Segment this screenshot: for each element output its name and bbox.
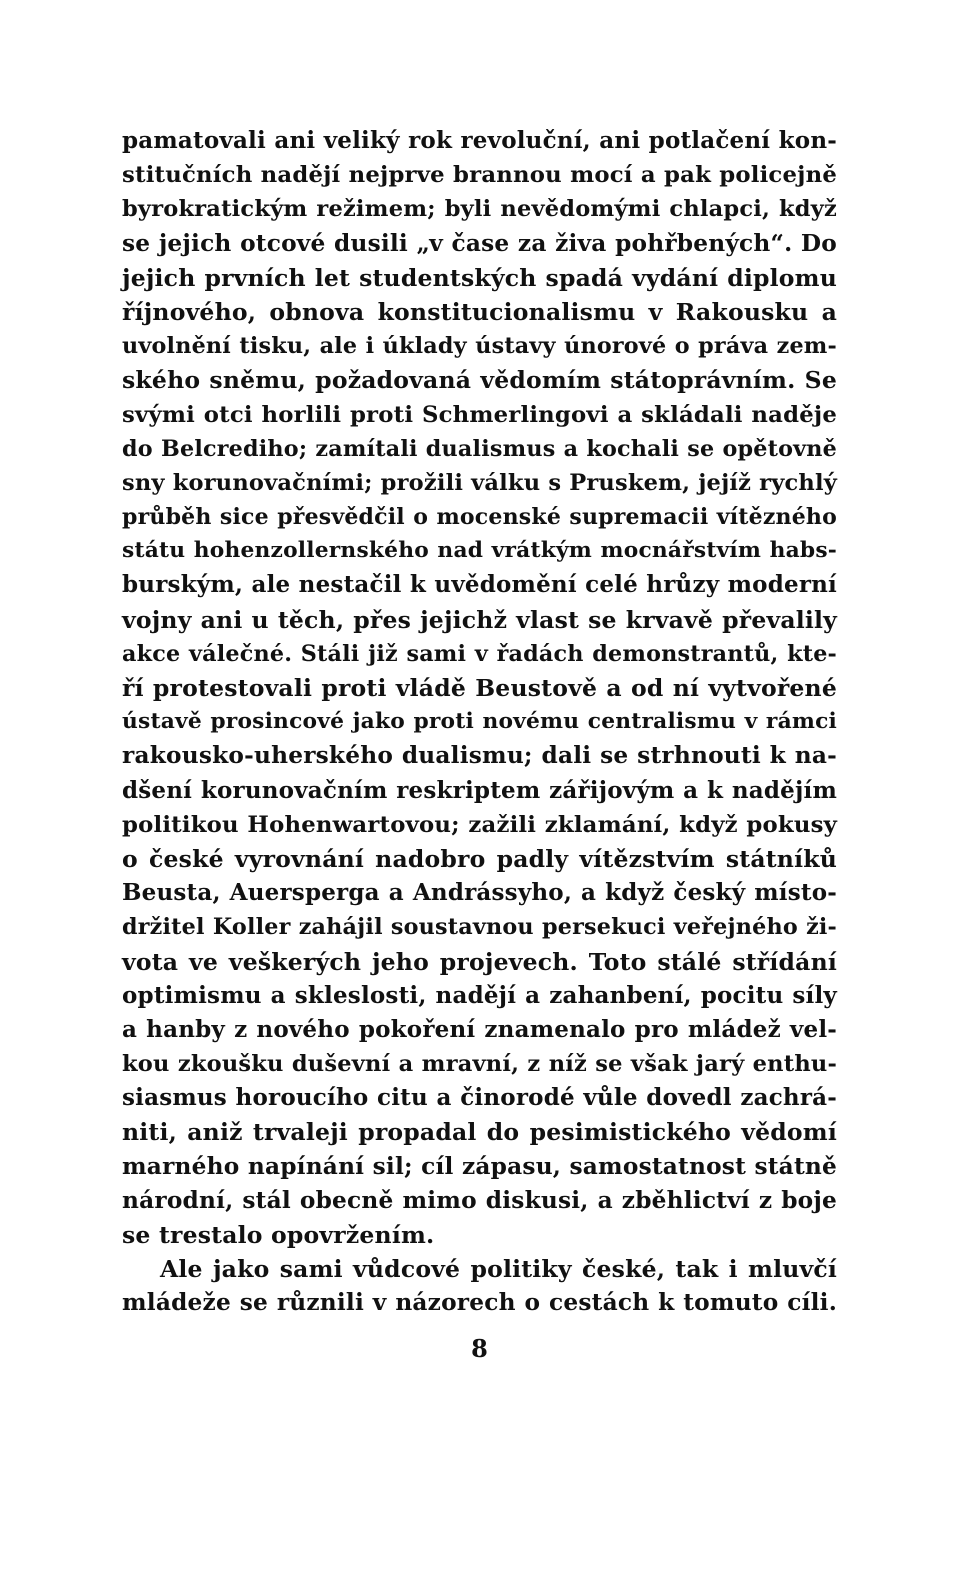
text-line: marného napínání sil; cíl zápasu, samostatnost státně (122, 1152, 837, 1180)
text-line: uvolnění tisku, ale i úklady ústavy únorové o práva zem- (122, 333, 837, 360)
text-line: se jejich otcové dusili „v čase za živa pohřbených“. Do (122, 229, 837, 257)
text-line: stitučních nadějí nejprve brannou mocí a pak policejně (122, 162, 837, 189)
text-line: siasmus horoucího citu a činorodé vůle dovedl zachrá- (122, 1084, 837, 1112)
text-line: Ale jako sami vůdcové politiky české, tak i mluvčí (160, 1255, 837, 1284)
text-line: národní, stál obecně mimo diskusi, a zběhlictví z boje (122, 1186, 837, 1214)
text-line: a hanby z nového pokoření znamenalo pro mládež vel- (122, 1015, 837, 1043)
text-line: optimismu a skleslosti, nadějí a zahanbení, pocitu síly (122, 981, 837, 1009)
paragraph-2 (122, 1252, 837, 1320)
page-number: 8 (471, 1334, 488, 1363)
text-line: mládeže se různili v názorech o cestách k tomuto cíli. (122, 1289, 837, 1317)
text-line: ského sněmu, požadovaná vědomím státoprávním. Se (122, 366, 837, 395)
text-line: burským, ale nestačil k uvědomění celé hrůzy moderní (122, 571, 837, 599)
text-line: kou zkoušku duševní a mravní, z níž se však jarý enthu- (122, 1051, 837, 1078)
text-line: průběh sice přesvědčil o mocenské supremacii vítězného (122, 504, 837, 531)
text-line: držitel Koller zahájil soustavnou persekuci veřejného ži- (122, 914, 837, 941)
text-line: ří protestovali proti vládě Beustově a od ní vytvořené (122, 674, 837, 702)
text-line: do Belcrediho; zamítali dualismus a kochali se opětovně (122, 435, 837, 462)
text-line: vota ve veškerých jeho projevech. Toto stálé střídání (122, 947, 837, 976)
text-line: jejich prvních let studentských spadá vydání diplomu (122, 263, 837, 292)
text-line: říjnového, obnova konstitucionalismu v Rakousku a (122, 297, 837, 326)
text-line: státu hohenzollernského nad vrátkým mocnářstvím habs- (122, 538, 837, 564)
text-line: pamatovali ani veliký rok revoluční, ani potlačení kon- (122, 127, 837, 154)
text-line: Beusta, Auersperga a Andrássyho, a když český místo- (122, 879, 837, 907)
book-page-text (122, 124, 837, 1321)
paragraph-1 (122, 124, 837, 1252)
text-line: politikou Hohenwartovou; zažili zklamání, když pokusy (122, 811, 837, 838)
text-line: vojny ani u těch, přes jejichž vlast se krvavě převalily (122, 605, 837, 634)
text-line: svými otci horlili proti Schmerlingovi a skládali naděje (122, 401, 837, 428)
text-line: byrokratickým režimem; byli nevědomými chlapci, když (122, 196, 837, 223)
text-line: se trestalo opovržením. (122, 1221, 435, 1249)
text-line: niti, aniž trvaleji propadal do pesimistického vědomí (122, 1118, 837, 1147)
text-line: dšení korunovačním reskriptem zářijovým a k nadějím (122, 776, 837, 804)
text-line: ústavě prosincové jako proti novému centralismu v rámci (122, 709, 837, 735)
text-line: o české vyrovnání nadobro padly vítězstvím státníků (122, 844, 837, 873)
text-line: rakousko-uherského dualismu; dali se strhnouti k na- (122, 742, 837, 770)
text-line: sny korunovačními; prožili válku s Pruskem, jejíž rychlý (122, 469, 837, 496)
text-line: akce válečné. Stáli již sami v řadách demonstrantů, kte- (122, 640, 837, 667)
